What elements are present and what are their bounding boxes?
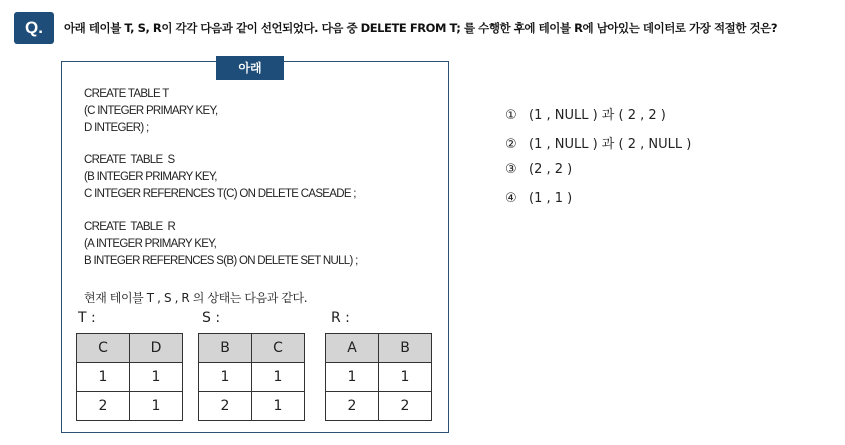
answer-option-4[interactable]: [505, 191, 572, 206]
table-cell: 2: [379, 392, 432, 421]
option-text: (1 , NULL ) 과 ( 2 , 2 ): [529, 108, 666, 123]
question-badge: Q.: [14, 12, 54, 44]
answer-option-2[interactable]: [505, 133, 691, 152]
table-cell: 2: [77, 392, 130, 421]
table-cell: 2: [199, 392, 252, 421]
reference-box-tab: 아래: [216, 56, 284, 80]
option-number: ①: [505, 108, 517, 123]
question-text: 아래 테이블 T, S, R이 각각 다음과 같이 선언되었다. 다음 중 DELETE FROM T; 를 수행한 후에 테이블 R에 남아있는 데이터로 가장 적절한 것은?: [64, 21, 778, 35]
table-cell: 1: [252, 392, 305, 421]
table-t-label: T :: [78, 310, 96, 326]
table-row: [77, 392, 183, 421]
answer-option-1[interactable]: [505, 104, 666, 123]
table-r-label: R :: [331, 310, 350, 326]
table-cell: 1: [130, 363, 183, 392]
table-cell: 2: [326, 392, 379, 421]
option-number: ④: [505, 191, 517, 206]
table-t-header: D: [130, 334, 183, 363]
answer-option-3[interactable]: [505, 162, 572, 177]
table-cell: 1: [199, 363, 252, 392]
table-t: [76, 333, 183, 421]
table-s-header: B: [199, 334, 252, 363]
table-row: [326, 363, 432, 392]
table-row: [77, 363, 183, 392]
table-row: [326, 392, 432, 421]
option-text: (1 , NULL ) 과 ( 2 , NULL ): [529, 137, 692, 152]
table-s-header: C: [252, 334, 305, 363]
option-number: ②: [505, 137, 517, 152]
table-cell: 1: [379, 363, 432, 392]
table-t-header: C: [77, 334, 130, 363]
table-cell: 1: [252, 363, 305, 392]
create-table-t-code: CREATE TABLE T (C INTEGER PRIMARY KEY, D INTEGER) ;: [84, 88, 218, 134]
table-s: [198, 333, 305, 421]
option-text: (1 , 1 ): [529, 191, 573, 206]
table-status-text: 현재 테이블 T , S , R 의 상태는 다음과 같다.: [84, 291, 308, 305]
table-cell: 1: [77, 363, 130, 392]
create-table-s-code: CREATE TABLE S (B INTEGER PRIMARY KEY, C INTEGER REFERENCES T(C) ON DELETE CASEADE ;: [84, 154, 356, 200]
table-r-header: B: [379, 334, 432, 363]
table-row: [199, 363, 305, 392]
table-s-label: S :: [202, 310, 221, 326]
table-row: [199, 392, 305, 421]
option-text: (2 , 2 ): [529, 162, 573, 177]
create-table-r-code: CREATE TABLE R (A INTEGER PRIMARY KEY, B INTEGER REFERENCES S(B) ON DELETE SET NULL) ;: [84, 221, 358, 267]
table-r-header: A: [326, 334, 379, 363]
table-cell: 1: [130, 392, 183, 421]
table-r: [325, 333, 432, 421]
option-number: ③: [505, 162, 517, 177]
table-cell: 1: [326, 363, 379, 392]
